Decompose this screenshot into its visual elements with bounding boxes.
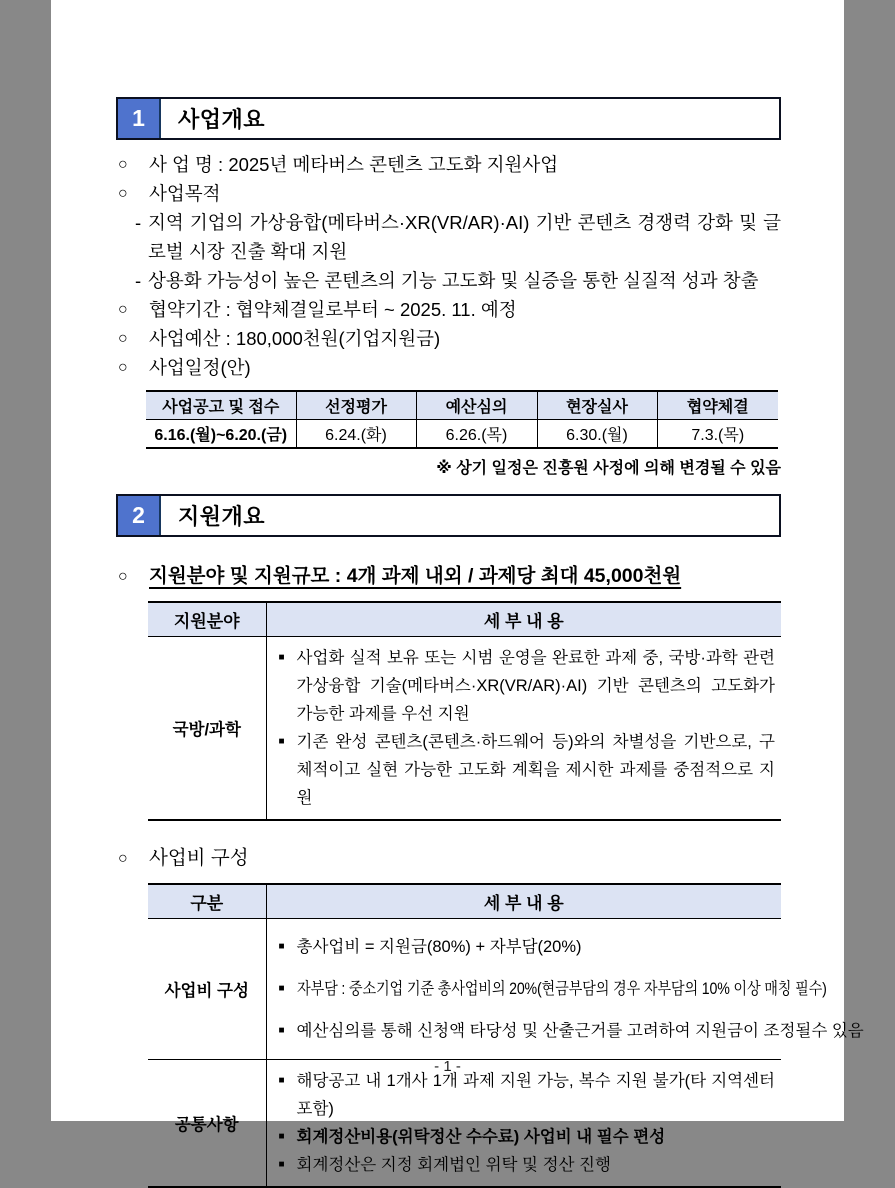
field-bullet: ■ 사업화 실적 보유 또는 시범 운영을 완료한 과제 중, 국방·과학 관련 가상융합 기술(메타버스·XR(VR/AR)·AI) 기반 콘텐츠의 고도화가 가능한 과제를 우선 지원	[277, 644, 776, 728]
cost-table	[148, 883, 864, 1188]
schedule-value-cell: 7.3.(목)	[691, 427, 745, 444]
common-bullet: ■ 해당공고 내 1개사 1개 과제 지원 가능, 복수 지원 불가(타 지역센터 포함)	[277, 1067, 776, 1123]
schedule-change-note: ※ 상기 일정은 진흥원 사정에 의해 변경될 수 있음	[436, 460, 781, 477]
field-table-col2-header: 세 부 내 용	[266, 602, 781, 637]
section-1-title: 사업개요	[178, 107, 266, 132]
cost-composition-label: ○ 사업비 구성	[116, 843, 781, 873]
schedule-value-row	[146, 420, 778, 449]
schedule-value-cell: 6.24.(화)	[296, 420, 416, 449]
item-purpose-label: ○ 사업목적	[116, 179, 781, 208]
schedule-header-cell: 선정평가	[296, 391, 416, 420]
item-schedule-label: ○ 사업일정(안)	[116, 353, 781, 382]
schedule-table	[146, 390, 778, 449]
cost-row-label: 공통사항	[148, 1060, 266, 1188]
section-1-items	[116, 150, 781, 382]
field-row-content	[266, 637, 781, 821]
support-scope-headline	[116, 561, 781, 591]
schedule-header-cell: 사업공고 및 접수	[146, 391, 296, 420]
cost-table-row	[148, 919, 781, 1060]
support-field-table	[148, 601, 781, 821]
section-2-number-badge: 2	[118, 496, 161, 535]
document-page	[51, 0, 864, 1174]
section-2-header	[116, 494, 781, 537]
page-number: - 1 -	[434, 1058, 461, 1075]
purpose-item: - 지역 기업의 가상융합(메타버스·XR(VR/AR)·AI) 기반 콘텐츠 경쟁력 강화 및 글로벌 시장 진출 확대 지원	[116, 208, 781, 266]
schedule-value-cell: 6.30.(월)	[537, 420, 657, 449]
cost-row-content	[266, 919, 864, 1060]
support-scope-headline-text: 지원분야 및 지원규모 : 4개 과제 내외 / 과제당 최대 45,000천원	[149, 565, 682, 587]
schedule-header-row	[146, 391, 778, 420]
cost-table-header-row	[148, 884, 781, 919]
field-table-row	[148, 637, 781, 821]
schedule-value-cell: 6.26.(목)	[416, 420, 537, 449]
item-business-name: ○ 사 업 명 : 2025년 메타버스 콘텐츠 고도화 지원사업	[116, 150, 781, 179]
cost-bullet	[277, 968, 827, 1010]
cost-row-label: 사업비 구성	[148, 919, 266, 1060]
section-1-header	[116, 97, 781, 140]
schedule-header-cell: 예산심의	[416, 391, 537, 420]
page-content	[116, 97, 864, 1188]
item-budget: ○ 사업예산 : 180,000천원(기업지원금)	[116, 324, 781, 353]
schedule-value-cell: 6.16.(월)~6.20.(금)	[146, 420, 296, 449]
purpose-item: - 상용화 가능성이 높은 콘텐츠의 기능 고도화 및 실증을 통한 실질적 성과 창출	[116, 266, 781, 295]
item-agreement-period: ○ 협약기간 : 협약체결일로부터 ~ 2025. 11. 예정	[116, 295, 781, 324]
field-table-header-row	[148, 602, 781, 637]
cost-bullet-text: 자부담 : 중소기업 기준 총사업비의 20%(현금부담의 경우 자부담의 10% 이상 매칭 필수)	[296, 980, 827, 998]
section-2-title: 지원개요	[178, 504, 266, 529]
field-table-col1-header: 지원분야	[148, 602, 266, 637]
schedule-header-cell: 현장실사	[537, 391, 657, 420]
cost-table-col2-header: 세 부 내 용	[266, 884, 781, 919]
field-row-label: 국방/과학	[148, 637, 266, 821]
common-bullet: ■ 회계정산은 지정 회계법인 위탁 및 정산 진행	[277, 1151, 776, 1179]
common-bullet: ■ 회계정산비용(위탁정산 수수료) 사업비 내 필수 편성	[277, 1123, 776, 1151]
cost-row-content	[266, 1060, 781, 1188]
cost-table-row	[148, 1060, 781, 1188]
cost-bullet: ■ 총사업비 = 지원금(80%) + 자부담(20%)	[277, 926, 776, 968]
field-bullet: ■ 기존 완성 콘텐츠(콘텐츠·하드웨어 등)와의 차별성을 기반으로, 구체적이고 실현 가능한 고도화 계획을 제시한 과제를 중점적으로 지원	[277, 728, 776, 812]
section-1-number-badge: 1	[118, 99, 161, 138]
cost-bullet: ■ 예산심의를 통해 신청액 타당성 및 산출근거를 고려하여 지원금이 조정될수 있음	[277, 1010, 776, 1052]
schedule-header-cell: 협약체결	[657, 391, 778, 420]
cost-table-col1-header: 구분	[148, 884, 266, 919]
